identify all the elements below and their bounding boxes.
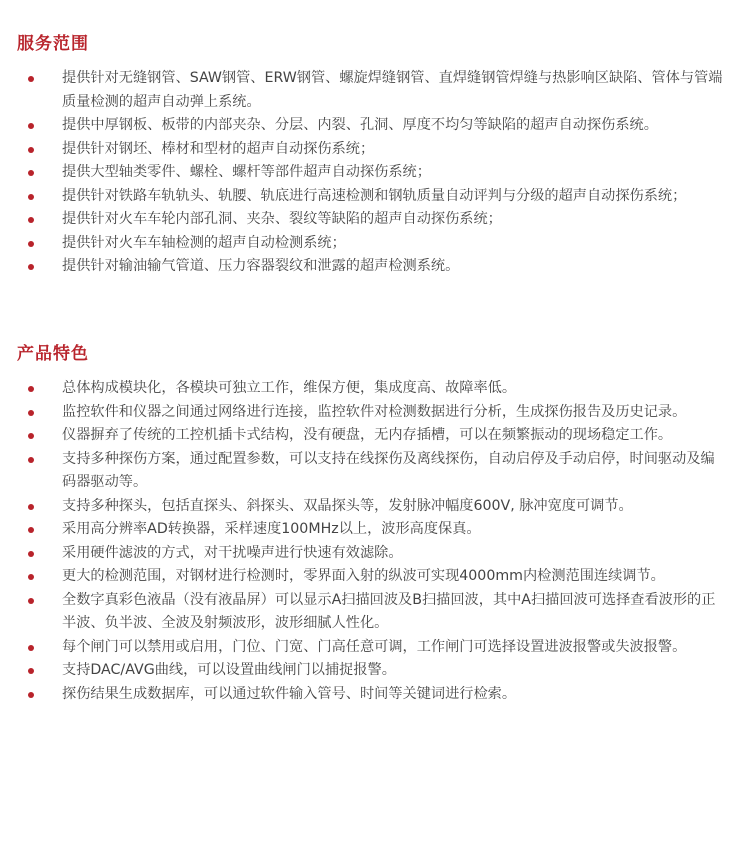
list-item [0,636,750,660]
list-item-text: 提供针对铁路车轨轨头、轨腰、轨底进行高速检测和钢轨质量自动评判与分级的超声自动探伤系统； [62,187,687,204]
bullet-icon [28,410,34,416]
list-item-text: 支持多种探伤方案，通过配置参数，可以支持在线探伤及离线探伤，自动启停及手动启停，时间驱动及编码器驱动等。 [62,450,715,490]
list-item [0,542,750,566]
list-item [0,401,750,425]
bullet-icon [28,433,34,439]
bullet-icon [28,692,34,698]
bullet-icon [28,504,34,510]
bullet-icon [28,170,34,176]
list-item-text: 每个闸门可以禁用或启用，门位、门宽、门高任意可调，工作闸门可选择设置进波报警或失波报警。 [62,638,687,655]
list-item [0,589,750,636]
list-item-text: 采用高分辨率AD转换器，采样速度100MHz以上，波形高度保真。 [62,521,481,537]
list-item [0,448,750,495]
list-item-text: 监控软件和仪器之间通过网络进行连接，监控软件对检测数据进行分析，生成探伤报告及历史记录。 [62,403,687,420]
bullet-icon [28,457,34,463]
bullet-icon [28,527,34,533]
list-item [0,161,750,185]
bullet-icon [28,76,34,82]
list-item [0,67,750,114]
bullet-icon [28,574,34,580]
list-item [0,255,750,279]
list-item [0,208,750,232]
bullet-icon [28,194,34,200]
product-features-list [0,377,750,706]
list-item [0,565,750,589]
bullet-icon [28,264,34,270]
list-item [0,518,750,542]
list-item [0,683,750,707]
list-item-text: 全数字真彩色液晶（没有液晶屏）可以显示A扫描回波及B扫描回波，其中A扫描回波可选择查看波形的正半波、负半波、全波及射频波形，波形细腻人性化。 [62,591,716,631]
bullet-icon [28,645,34,651]
list-item-text: 总体构成模块化，各模块可独立工作，维保方便，集成度高、故障率低。 [62,380,517,396]
list-item-text: 提供针对输油输气管道、压力容器裂纹和泄露的超声检测系统。 [62,258,460,274]
list-item [0,232,750,256]
list-item-text: 提供针对火车车轮内部孔洞、夹杂、裂纹等缺陷的超声自动探伤系统； [62,211,502,227]
list-item-text: 提供中厚钢板、板带的内部夹杂、分层、内裂、孔洞、厚度不均匀等缺陷的超声自动探伤系统。 [62,117,658,133]
list-item-text: 提供针对火车车轴检测的超声自动检测系统； [62,234,346,251]
bullet-icon [28,147,34,153]
list-item [0,495,750,519]
service-scope-title: 服务范围 [17,34,89,54]
bullet-icon [28,598,34,604]
list-item-text: 采用硬件滤波的方式，对干扰噪声进行快速有效滤除。 [62,544,403,561]
product-features-title: 产品特色 [17,344,89,364]
bullet-icon [28,123,34,129]
list-item-text: 仪器摒弃了传统的工控机插卡式结构，没有硬盘，无内存插槽，可以在频繁振动的现场稳定工作。 [62,427,673,443]
bullet-icon [28,241,34,247]
list-item-text: 提供大型轴类零件、螺栓、螺杆等部件超声自动探伤系统； [62,164,431,180]
bullet-icon [28,551,34,557]
list-item [0,185,750,209]
list-item [0,424,750,448]
list-item-text: 支持多种探头，包括直探头、斜探头、双晶探头等，发射脉冲幅度600V, 脉冲宽度可调节。 [62,497,633,514]
list-item [0,377,750,401]
list-item [0,138,750,162]
list-item-text: 提供针对无缝钢管、SAW钢管、ERW钢管、螺旋焊缝钢管、直焊缝钢管焊缝与热影响区缺陷、管体与管端质量检测的超声自动弹上系统。 [62,70,723,110]
service-scope-list [0,67,750,279]
bullet-icon [28,668,34,674]
list-item-text: 探伤结果生成数据库，可以通过软件输入管号、时间等关键词进行检索。 [62,685,517,702]
list-item [0,659,750,683]
list-item [0,114,750,138]
list-item-text: 提供针对钢坯、棒材和型材的超声自动探伤系统； [62,140,375,157]
bullet-icon [28,386,34,392]
bullet-icon [28,217,34,223]
list-item-text: 支持DAC/AVG曲线，可以设置曲线闸门以捕捉报警。 [62,662,396,678]
list-item-text: 更大的检测范围，对钢材进行检测时，零界面入射的纵波可实现4000mm内检测范围连续调节。 [62,568,665,584]
